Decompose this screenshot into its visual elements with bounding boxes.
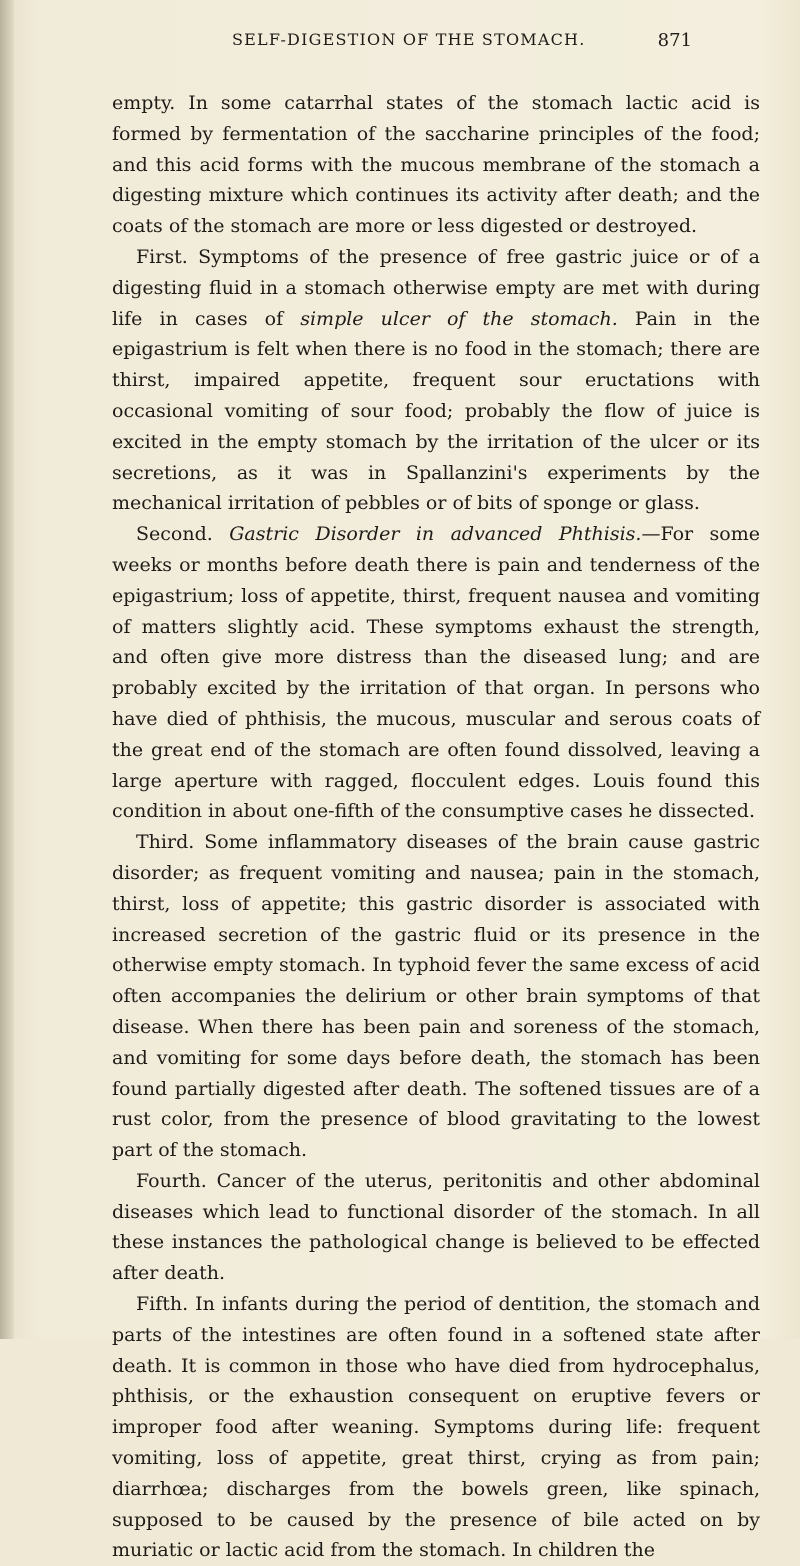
text-segment: Fifth. In infants during the period of dentition, the stomach and parts of the intestines are often found in a softened state after death. It is common in those who have died from hydrocephalus, phthisis, or the exhaustion consequent on eruptive fevers or improper food after weaning. Symptoms during life: frequent vomiting, loss of appetite, great thirst, crying as from pain; diarrhœa; discharges from the bowels green, like spinach, supposed to be caused by the presence of bile acted on by muriatic or lactic acid from the stomach. In children the [112,1293,760,1562]
paragraph [112,1289,760,1566]
running-head: SELF-DIGESTION OF THE STOMACH. [232,30,586,49]
text-segment: Fourth. Cancer of the uterus, peritonitis and other abdominal diseases which lead to functional disorder of the stomach. In all these instances the pathological change is believed to be effected after death. [112,1169,760,1285]
text-segment: First. Symptoms of the presence of free gastric juice or of a digesting fluid in a stomach otherwise empty are met with during life in cases of [112,245,760,330]
page-header [120,30,692,60]
text-segment: empty. In some catarrhal states of the stomach lactic acid is formed by fermentation of the saccharine principles of the food; and this acid forms with the mucous membrane of the stomach a digesting mixture which continues its activity after death; and the coats of the stomach are more or less digested or destroyed. [112,92,760,238]
paragraph [112,88,760,242]
text-segment: Pain in the epigastrium is felt when there is no food in the stomach; there are thirst, impaired appetite, frequent sour eructations with occasional vomiting of sour food; probably the flow of juice is excited in the empty stomach by the irritation of the ulcer or its secretions, as it was in Spallanzini's experiments by the mechanical irritation of pebbles or of bits of sponge or glass. [112,307,760,515]
body-text [112,88,760,1566]
italic-heading: Gastric Disorder in advanced Phthisis. [229,523,642,546]
text-segment: —For some weeks or months before death there is pain and tenderness of the epigastrium; loss of appetite, thirst, frequent nausea and vomiting of matters slightly acid. These symptoms exhaust the strength, and often give more distress than the diseased lung; and are probably excited by the irritation of that organ. In persons who have died of phthisis, the mucous, muscular and serous coats of the great end of the stomach are often found dissolved, leaving a large aperture with ragged, flocculent edges. Louis found this condition in about one-fifth of the consumptive cases he dissected. [112,523,760,823]
paragraph [112,827,760,1166]
text-segment: Third. Some inflammatory diseases of the brain cause gastric disorder; as frequent vomiting and nausea; pain in the stomach, thirst, loss of appetite; this gastric disorder is associated with increased secretion of the gastric fluid or its presence in the otherwise empty stomach. In typhoid fever the same excess of acid often accompanies the delirium or other brain symptoms of that disease. When there has been pain and soreness of the stomach, and vomiting for some days before death, the stomach has been found partially digested after death. The softened tissues are of a rust color, from the presence of blood gravitating to the lowest part of the stomach. [112,831,760,1162]
paragraph [112,242,760,519]
text-segment: Second. [136,523,230,546]
paragraph [112,1166,760,1289]
paragraph [112,519,760,827]
page-binding-shadow [0,0,14,1339]
italic-heading: simple ulcer of the stomach. [300,307,618,330]
page-number: 871 [657,30,692,51]
